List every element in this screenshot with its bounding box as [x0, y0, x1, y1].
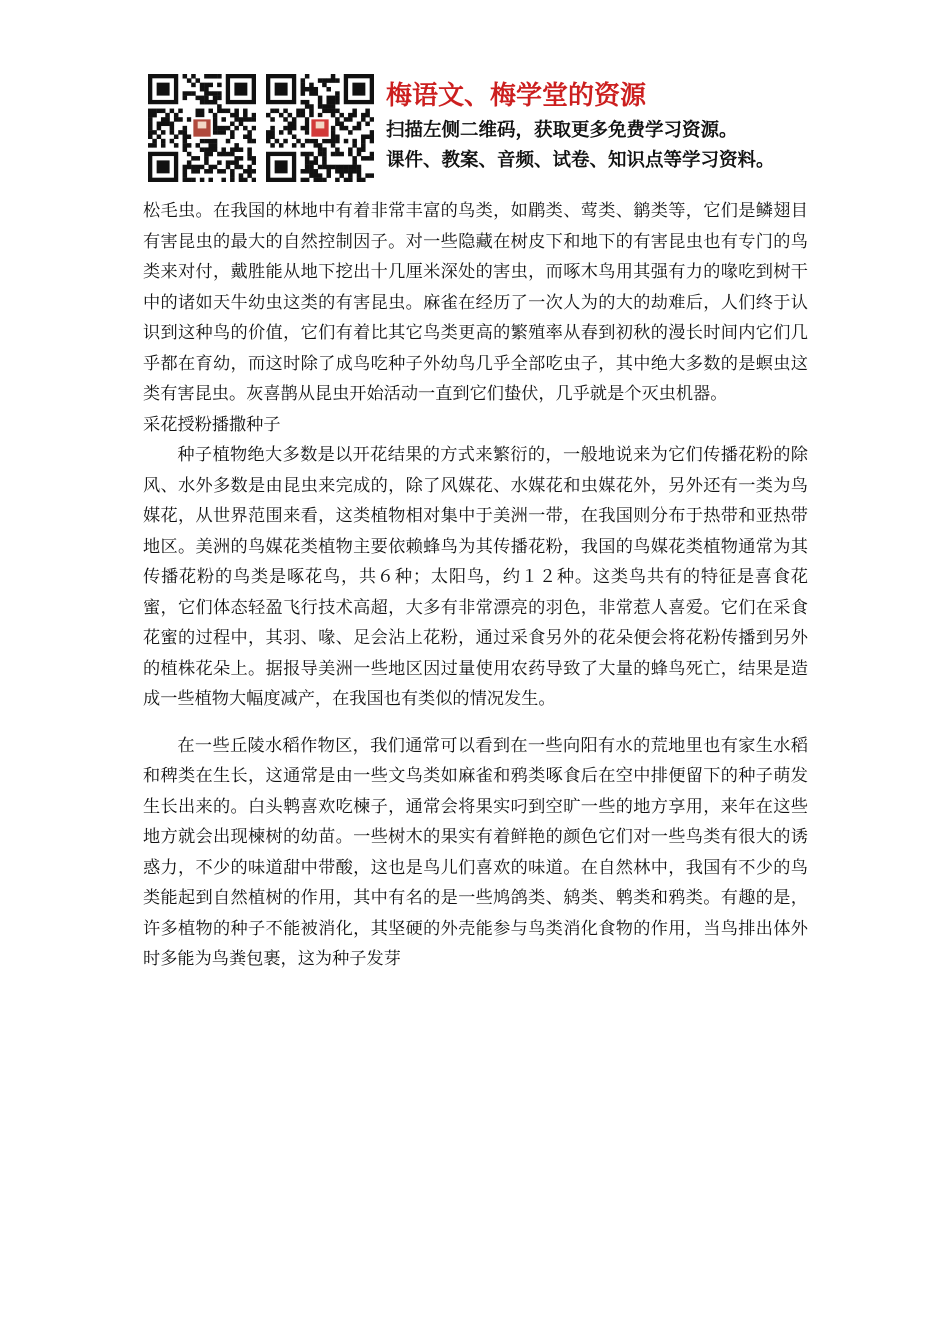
banner-line-2: 课件、教案、音频、试卷、知识点等学习资料。: [386, 150, 775, 171]
qr-code-right[interactable]: [266, 74, 374, 182]
paragraph-2: 种子植物绝大多数是以开花结果的方式来繁衍的，一般地说来为它们传播花粉的除风、水外多数是由昆虫来完成的，除了风媒花、水媒花和虫媒花外，另外还有一类为鸟媒花，从世界范围来看，这类植物相对集中于美洲一带，在我国则分布于热带和亚热带地区。美洲的鸟媒花类植物主要依赖蜂鸟为其传播花粉，我国的鸟媒花类植物通常为其传播花粉的鸟类是啄花鸟，共６种；太阳鸟，约１２种。这类鸟共有的特征是喜食花蜜，它们体态轻盈飞行技术高超，大多有非常漂亮的羽色，非常惹人喜爱。它们在采食花蜜的过程中，其羽、喙、足会沾上花粉，通过采食另外的花朵便会将花粉传播到另外的植株花朵上。据报导美洲一些地区因过量使用农药导致了大量的蜂鸟死亡，结果是造成一些植物大幅度减产，在我国也有类似的情况发生。: [143, 445, 808, 709]
qr-code-icon: [266, 74, 374, 182]
document-body: [143, 196, 808, 975]
paragraph-gap: [143, 715, 808, 731]
banner-text: [386, 78, 826, 176]
qr-code-icon: [148, 74, 256, 182]
banner-line-1: 扫描左侧二维码，获取更多免费学习资源。: [386, 120, 738, 141]
paragraph-1: 松毛虫。在我国的林地中有着非常丰富的鸟类，如鹛类、莺类、鹟类等，它们是鳞翅目有害昆虫的最大的自然控制因子。对一些隐藏在树皮下和地下的有害昆虫也有专门的鸟类来对付，戴胜能从地下挖出十几厘米深处的害虫，而啄木鸟用其强有力的喙吃到树干中的诸如天牛幼虫这类的有害昆虫。麻雀在经历了一次人为的大的劫难后，人们终于认识到这种鸟的价值，它们有着比其它鸟类更高的繁殖率从春到初秋的漫长时间内它们几乎都在育幼，而这时除了成鸟吃种子外幼鸟几乎全部吃虫子，其中绝大多数的是螟虫这类有害昆虫。灰喜鹊从昆虫开始活动一直到它们蛰伏，几乎就是个灭虫机器。: [143, 201, 808, 404]
header-banner: [148, 74, 828, 188]
section-heading: 采花授粉播撒种子: [143, 414, 281, 435]
banner-title: 梅语文、梅学堂的资源: [386, 81, 647, 111]
qr-code-left[interactable]: [148, 74, 256, 182]
paragraph-3: 在一些丘陵水稻作物区，我们通常可以看到在一些向阳有水的荒地里也有家生水稻和稗类在生长，这通常是由一些文鸟类如麻雀和鸦类啄食后在空中排便留下的种子萌发生长出来的。白头鹎喜欢吃楝子，通常会将果实叼到空旷一些的地方享用，来年在这些地方就会出现楝树的幼苗。一些树木的果实有着鲜艳的颜色它们对一些鸟类有很大的诱惑力，不少的味道甜中带酸，这也是鸟儿们喜欢的味道。在自然林中，我国有不少的鸟类能起到自然植树的作用，其中有名的是一些鸠鸽类、鸫类、鹎类和鸦类。有趣的是，许多植物的种子不能被消化，其坚硬的外壳能参与鸟类消化食物的作用，当鸟排出体外时多能为鸟粪包裹，这为种子发芽: [143, 735, 808, 969]
